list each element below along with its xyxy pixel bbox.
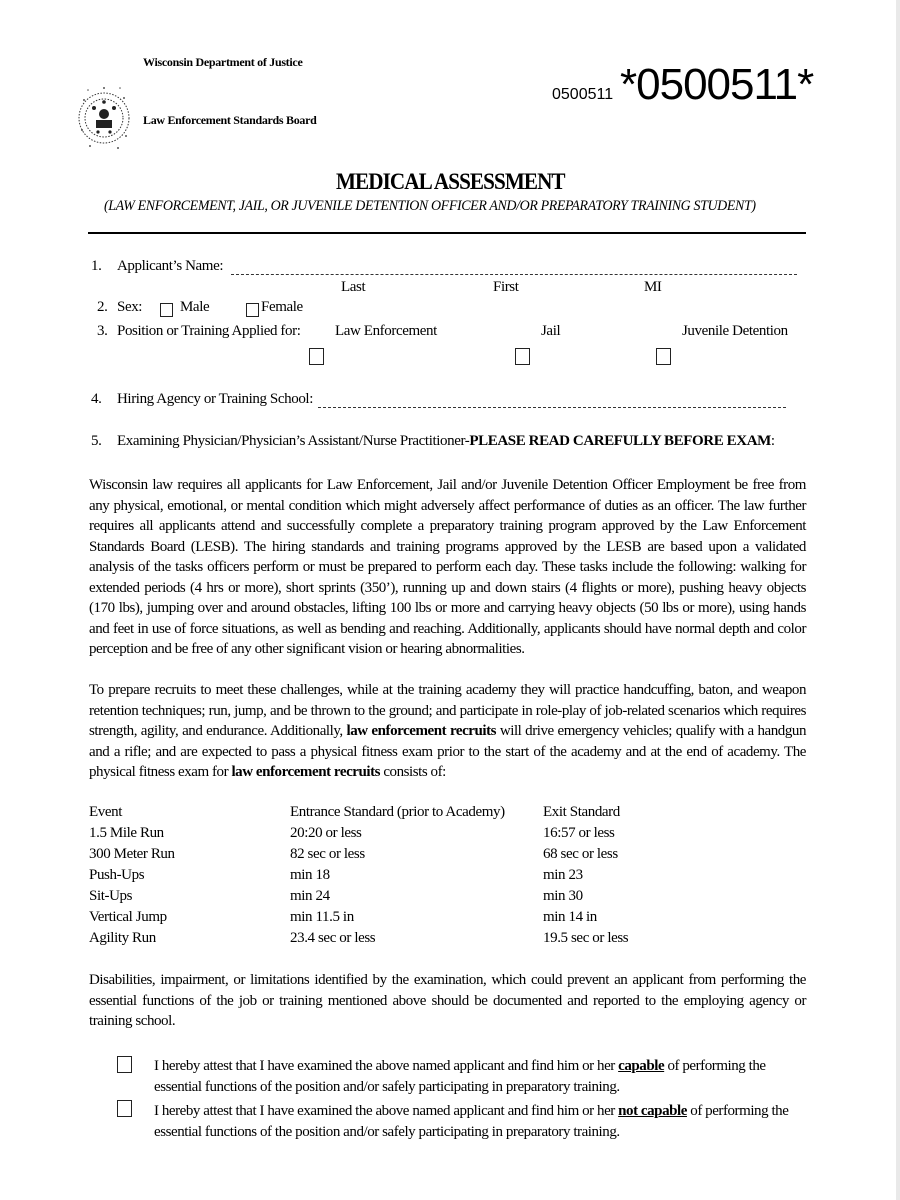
table-cell-event: Push-Ups <box>89 867 145 883</box>
table-cell-entrance: min 24 <box>290 888 330 904</box>
sex-female-label: Female <box>261 299 303 315</box>
table-cell-entrance: 23.4 sec or less <box>290 930 376 946</box>
attest-capable-statement <box>154 1056 804 1098</box>
name-sublabel-first: First <box>493 279 519 295</box>
name-sublabel-mi: MI <box>644 279 662 295</box>
attest-capable-pre: I hereby attest that I have examined the above named applicant and find him or her <box>154 1058 615 1074</box>
table-cell-exit: min 14 in <box>543 909 597 925</box>
applicant-name-label: Applicant’s Name: <box>117 258 224 274</box>
department-name: Wisconsin Department of Justice <box>143 55 303 69</box>
field-number-5 <box>91 433 101 450</box>
training-text-bold1: law enforcement recruits <box>346 723 497 739</box>
attest-not-capable-pre: I hereby attest that I have examined the above named applicant and find him or her <box>154 1103 615 1119</box>
disabilities-paragraph <box>89 970 806 1032</box>
table-row <box>89 886 689 907</box>
training-text-part1: To prepare recruits to meet these challenges, while at the training academy they will practice handcuffing, baton, and weapon retention techniques; run, jump, and be thrown to the ground; and participate in role-play of job-related scenarios which requires strength, agility, and endurance. Additionally, <box>89 682 806 739</box>
attest-not-capable-checkbox[interactable] <box>117 1100 132 1117</box>
training-paragraph <box>89 680 806 783</box>
table-cell-event: 1.5 Mile Run <box>89 825 164 841</box>
form-code-small: 0500511 <box>552 86 614 103</box>
table-cell-event: Vertical Jump <box>89 909 167 925</box>
department-seal-icon <box>76 80 132 154</box>
requirements-text: Wisconsin law requires all applicants for Law Enforcement, Jail and/or Juvenile Detention Officer Employment be free from any physical, emotional, or mental condition which might adversely affect performance of duties as an officer. The law further requires all applicants attend and successfully complete a preparatory training program approved by the Law Enforcement Standards Board (LESB). The hiring standards and training programs approved by the LESB are based upon a validated analysis of the tasks officers perform or must be prepared to perform each day. These tasks include the following: walking for extended periods (4 hrs or more), short sprints (350’), running up and down stairs (4 flights or more), pushing heavy objects (170 lbs), jumping over and around obstacles, lifting 100 lbs or more and carrying heavy objects (50 lbs or more), using hands and feet in use of force situations, as well as bending and reaching. Additionally, applicants should have normal depth and color perception and be free of any other significant vision or hearing abnormalities. <box>89 477 806 657</box>
header-rule <box>88 232 806 234</box>
field-number-1: 1. <box>91 258 102 274</box>
examiner-warning: PLEASE READ CAREFULLY BEFORE EXAM <box>469 433 771 449</box>
position-jail-label: Jail <box>541 323 561 339</box>
table-cell-event: Agility Run <box>89 930 156 946</box>
sex-female-checkbox[interactable] <box>246 303 259 317</box>
table-header-entrance: Entrance Standard (prior to Academy) <box>290 804 505 820</box>
position-label: Position or Training Applied for: <box>117 323 301 339</box>
training-text-bold2: law enforcement recruits <box>231 764 381 780</box>
page-edge <box>896 0 900 1200</box>
field-number-3: 3. <box>97 323 108 339</box>
table-row <box>89 865 689 886</box>
table-row <box>89 844 689 865</box>
table-header-event: Event <box>89 804 122 820</box>
table-cell-entrance: min 11.5 in <box>290 909 354 925</box>
sex-male-label: Male <box>180 299 210 315</box>
field-number-4: 4. <box>91 391 102 407</box>
table-cell-exit: 19.5 sec or less <box>543 930 629 946</box>
requirements-paragraph <box>89 475 806 660</box>
form-code-barcode: *0500511* <box>620 60 814 109</box>
attest-not-capable-statement <box>154 1101 804 1143</box>
table-cell-entrance: min 18 <box>290 867 330 883</box>
table-cell-event: Sit-Ups <box>89 888 133 904</box>
table-cell-exit: min 23 <box>543 867 583 883</box>
examiner-label: Examining Physician/Physician’s Assistant/Nurse Practitioner- <box>117 433 470 449</box>
attest-not-capable-key: not capable <box>618 1103 687 1119</box>
field-number-5-text: 5. <box>91 433 102 449</box>
training-text-part2: will drive emergency vehicles; qualify with a handgun and a rifle; and are expected to pass a physical fitness exam prior to the start of the academy and at the end of academy. The physical fitness exam for <box>89 723 807 780</box>
fitness-standards-table <box>89 802 689 949</box>
page-subtitle: (LAW ENFORCEMENT, JAIL, OR JUVENILE DETENTION OFFICER AND/OR PREPARATORY TRAINING STUDENT) <box>104 198 756 214</box>
examiner-colon: : <box>770 433 775 449</box>
name-sublabel-last: Last <box>341 279 366 295</box>
table-header-row <box>89 802 689 823</box>
position-juvenile-detention-checkbox[interactable] <box>656 348 671 365</box>
training-text <box>89 680 806 783</box>
table-cell-exit: 68 sec or less <box>543 846 618 862</box>
disabilities-text: Disabilities, impairment, or limitations identified by the examination, which could prevent an applicant from performing the essential functions of the job or training mentioned above should be documented and reported to the employing agency or training school. <box>89 972 806 1029</box>
sex-label: Sex: <box>117 299 143 315</box>
table-cell-entrance: 82 sec or less <box>290 846 365 862</box>
sex-male-checkbox[interactable] <box>160 303 173 317</box>
position-law-enforcement-checkbox[interactable] <box>309 348 324 365</box>
table-row <box>89 907 689 928</box>
position-jail-checkbox[interactable] <box>515 348 530 365</box>
field-number-2: 2. <box>97 299 108 315</box>
applicant-name-input[interactable] <box>231 274 797 275</box>
table-cell-entrance: 20:20 or less <box>290 825 362 841</box>
position-juvenile-detention-label: Juvenile Detention <box>682 323 788 339</box>
table-cell-event: 300 Meter Run <box>89 846 175 862</box>
attest-capable-checkbox[interactable] <box>117 1056 132 1073</box>
attest-not-capable-post: of performing the essential functions of the position and/or safely participating in preparatory training. <box>154 1103 789 1140</box>
hiring-agency-label: Hiring Agency or Training School: <box>117 391 313 407</box>
table-cell-exit: 16:57 or less <box>543 825 615 841</box>
hiring-agency-input[interactable] <box>318 407 786 408</box>
board-name: Law Enforcement Standards Board <box>143 113 317 127</box>
table-row <box>89 928 689 949</box>
training-text-part3: consists of: <box>383 764 446 780</box>
page-title: MEDICAL ASSESSMENT <box>336 169 565 194</box>
table-row <box>89 823 689 844</box>
position-law-enforcement-label: Law Enforcement <box>335 323 437 339</box>
table-cell-exit: min 30 <box>543 888 583 904</box>
attest-capable-post: of performing the essential functions of the position and/or safely participating in preparatory training. <box>154 1058 766 1095</box>
examiner-line <box>117 433 775 450</box>
table-header-exit: Exit Standard <box>543 804 620 820</box>
attest-capable-key: capable <box>618 1058 665 1074</box>
